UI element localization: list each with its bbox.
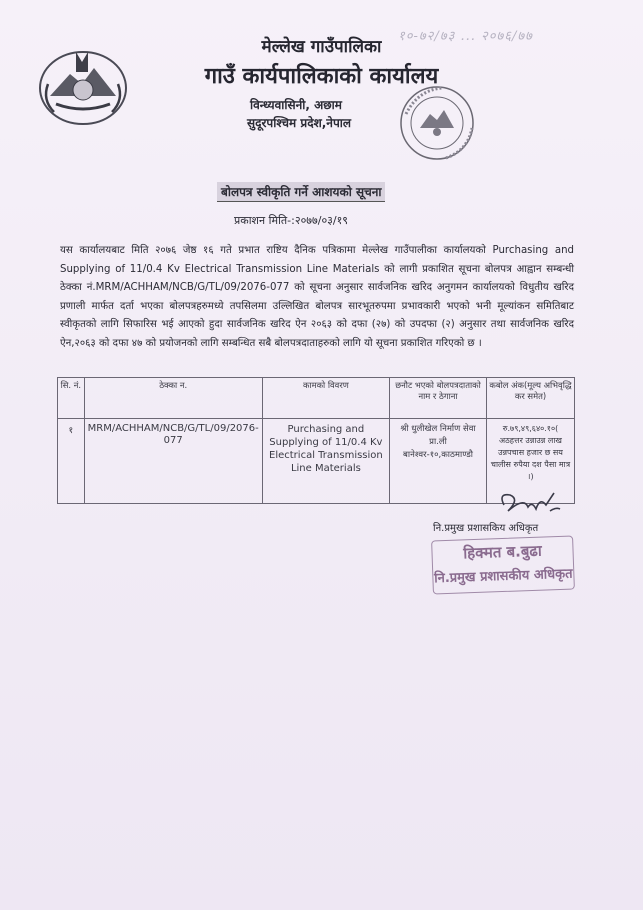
municipality-name: मेल्लेख गाउँपालिका xyxy=(261,37,382,57)
stamp-officer-name: हिक्मत ब.बुढा xyxy=(463,541,543,563)
office-seal-icon xyxy=(398,84,476,162)
cell-amount: रु.७९,४९,६४०.१०( अठहत्तर उन्नाउन्न लाख उन्नपचास हजार छ सय चालीस रुपैया दश पैसा मात्र ।) xyxy=(487,419,575,504)
col-serial-header: सि. नं. xyxy=(58,378,85,419)
signature-icon xyxy=(494,487,564,519)
handwritten-reference: १०-७२/७३ ... २०७६/७७ xyxy=(398,29,533,44)
col-contract-header: ठेक्का न. xyxy=(84,378,262,419)
table-header-row xyxy=(58,378,575,419)
cell-bidder: श्री धुलीखेल निर्माण सेवा प्रा.ली बानेश्वर-१०,काठमाण्डौ xyxy=(390,419,487,504)
col-amount-header: कबोल अंक(मूल्य अभिवृद्धि कर समेत) xyxy=(487,378,575,419)
notice-body: यस कार्यालयबाट मिति २०७६ जेष्ठ १६ गते प्रभात राष्टिय दैनिक पत्रिकामा मेल्लेख गाउँपालीका कार्यालयको Purchasing and Supplying of 11/0.4 Kv Electrical Transmission Line Materials को लागी प्रकाशित सूचना बोलपत्र आह्वान सम्बन्धी ठेक्का नं.MRM/ACHHAM/NCB/G/TL/09/2076-077 को सूचना अनुसार सार्वजनिक खरिद अनुगमन कार्यालयको विधुतीय खरिद प्रणाली मार्फत दर्ता भएका बोलपत्रहरुमध्ये तपसिलमा उल्लिखित बोलपत्र सारभूतरुपमा प्रभावकारी भएको भनी मूल्यांकन समितिबाट स्वीकृतको लागि सिफारिस भई आएको हुदा सार्वजनिक खरिद ऐन २०६३ को दफा (२७) को उपदफा (२) अनुसार तथा सार्वजनिक खरिद ऐन,२०६३ को दफा ४७ को प्रयोजनको लागि सम्बन्धित सबै बोलपत्रदाताहरुको लागि यो सूचना प्रकाशित गरिएको छ । xyxy=(60,245,574,349)
notice-title: बोलपत्र स्वीकृति गर्ने आशयको सूचना xyxy=(217,182,385,202)
col-work-header: कामको विवरण xyxy=(262,378,389,419)
office-name: गाउँ कार्यपालिकाको कार्यालय xyxy=(204,64,439,89)
officer-stamp xyxy=(431,536,575,595)
cell-work-name: Purchasing and Supplying of 11/0.4 Kv Electrical Transmission Line Materials xyxy=(262,419,389,504)
award-table xyxy=(57,377,575,504)
publication-date: प्रकाशन मिति-:२०७७/०३/१९ xyxy=(234,214,349,227)
cell-contract-number: MRM/ACHHAM/NCB/G/TL/09/2076-077 xyxy=(84,419,262,504)
office-address: विन्ध्यवासिनी, अछाम xyxy=(250,98,342,112)
office-province: सुदूरपश्चिम प्रदेश,नेपाल xyxy=(247,116,352,130)
cell-serial: १ xyxy=(58,419,85,504)
signatory-title: नि.प्रमुख प्रशासकिय अधिकृत xyxy=(433,523,539,534)
stamp-officer-role: नि.प्रमुख प्रशासकीय अधिकृत xyxy=(433,566,573,587)
col-bidder-header: छनौट भएको बोलपत्रदाताको नाम र ठेगाना xyxy=(390,378,487,419)
